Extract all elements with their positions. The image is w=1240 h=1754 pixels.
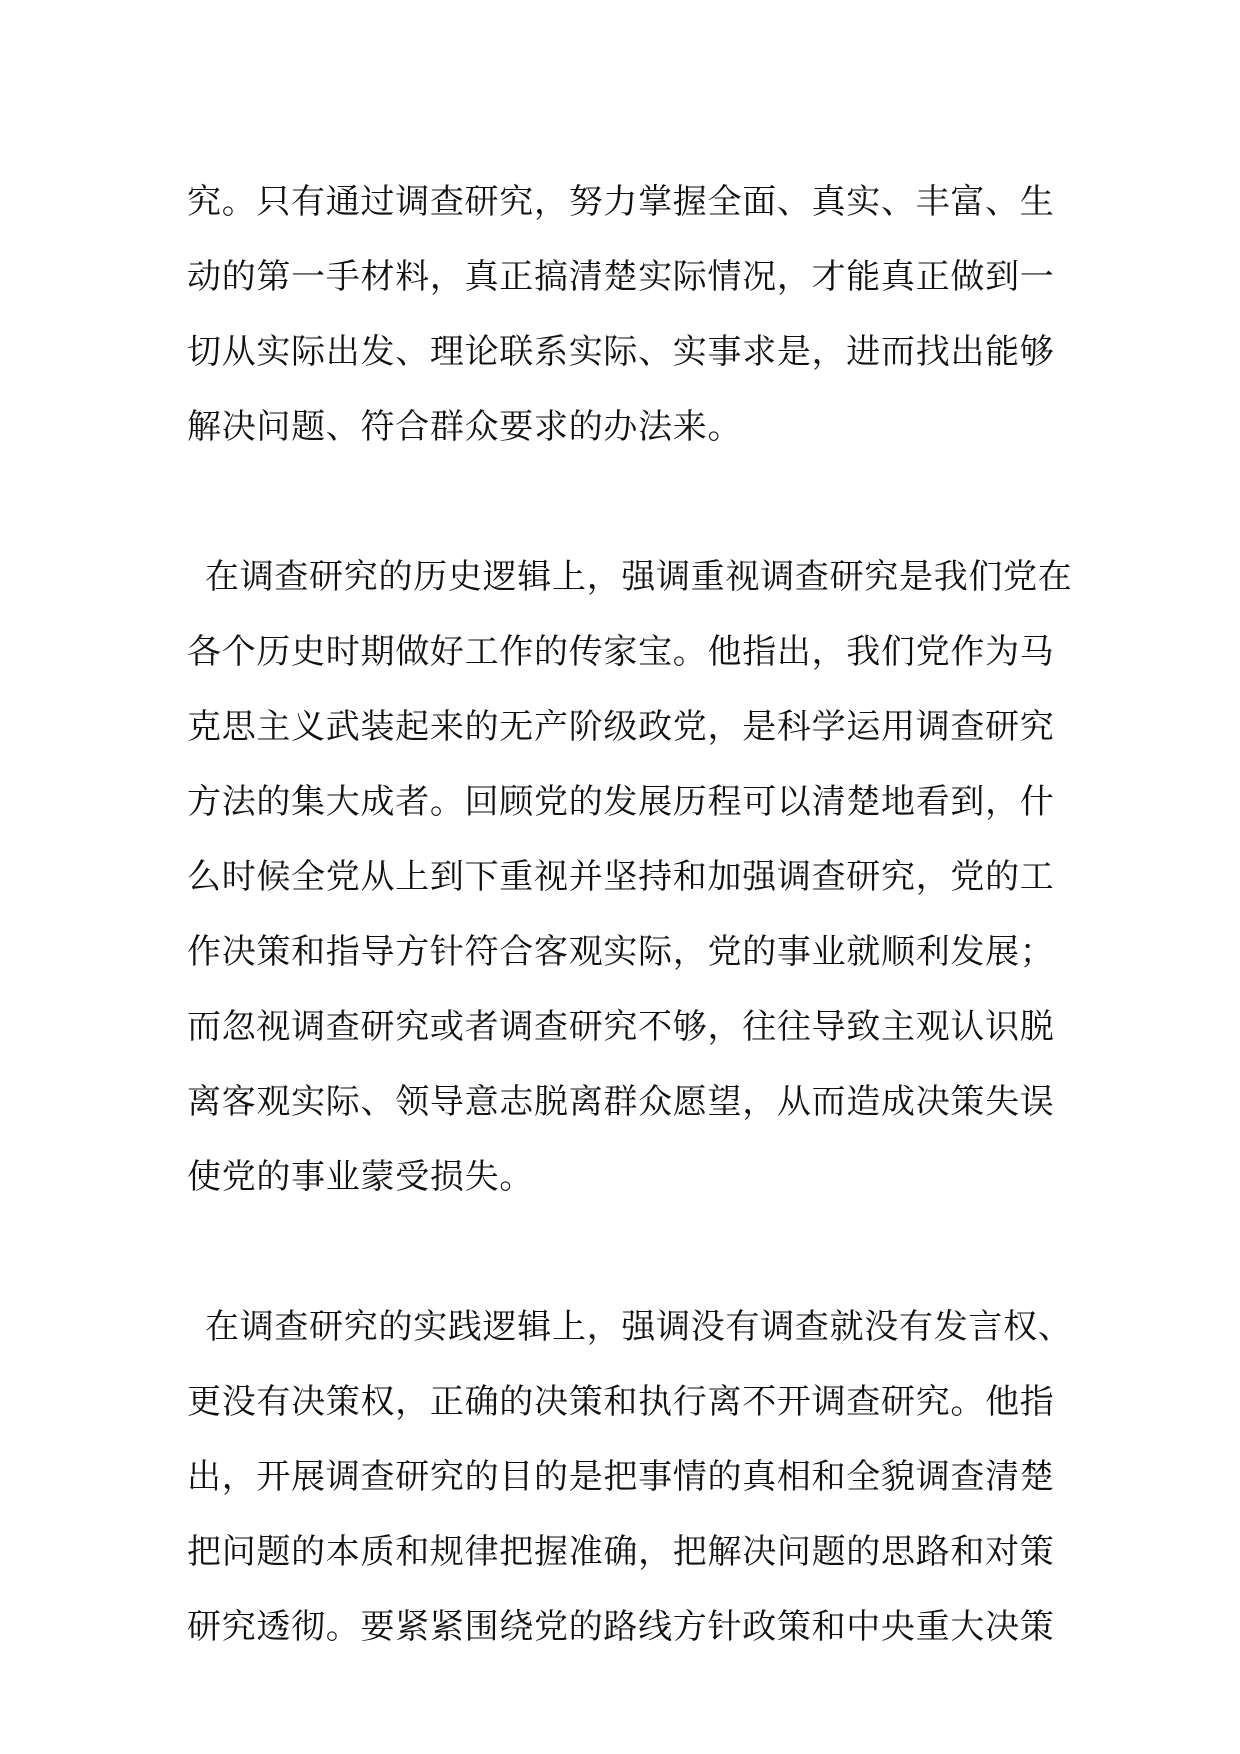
text-line: 解决问题、符合群众要求的办法来。 bbox=[187, 407, 743, 447]
paragraph-gap bbox=[187, 1215, 1057, 1290]
text-line: 离客观实际、领导意志脱离群众愿望，从而造成决策失误 bbox=[187, 1082, 1055, 1122]
text-line: 把问题的本质和规律把握准确，把解决问题的思路和对策 bbox=[187, 1532, 1055, 1572]
text-line: 更没有决策权，正确的决策和执行离不开调查研究。他指 bbox=[187, 1382, 1055, 1422]
text-line: 在调查研究的历史逻辑上，强调重视调查研究是我们党在 bbox=[205, 557, 1073, 597]
text-line: 切从实际出发、理论联系实际、实事求是，进而找出能够 bbox=[187, 332, 1055, 372]
text-line: 研究透彻。要紧紧围绕党的路线方针政策和中央重大决策 bbox=[187, 1607, 1055, 1647]
paragraph-1 bbox=[187, 165, 1057, 465]
text-line: 克思主义武装起来的无产阶级政党，是科学运用调查研究 bbox=[187, 707, 1055, 747]
text-line: 在调查研究的实践逻辑上，强调没有调查就没有发言权、 bbox=[205, 1307, 1073, 1347]
text-line: 各个历史时期做好工作的传家宝。他指出，我们党作为马 bbox=[187, 632, 1055, 672]
text-line: 方法的集大成者。回顾党的发展历程可以清楚地看到，什 bbox=[187, 782, 1055, 822]
paragraph-2 bbox=[187, 540, 1073, 1215]
text-line: 究。只有通过调查研究，努力掌握全面、真实、丰富、生 bbox=[187, 182, 1055, 222]
text-line: 出，开展调查研究的目的是把事情的真相和全貌调查清楚 bbox=[187, 1457, 1055, 1497]
text-line: 而忽视调查研究或者调查研究不够，往往导致主观认识脱 bbox=[187, 1007, 1055, 1047]
text-line: 动的第一手材料，真正搞清楚实际情况，才能真正做到一 bbox=[187, 257, 1055, 297]
text-line: 作决策和指导方针符合客观实际，党的事业就顺利发展； bbox=[187, 932, 1055, 972]
paragraph-3 bbox=[187, 1290, 1073, 1665]
paragraph-gap bbox=[187, 465, 1057, 540]
document-body bbox=[187, 165, 1073, 1665]
text-line: 使党的事业蒙受损失。 bbox=[187, 1157, 534, 1197]
text-line: 么时候全党从上到下重视并坚持和加强调查研究，党的工 bbox=[187, 857, 1055, 897]
